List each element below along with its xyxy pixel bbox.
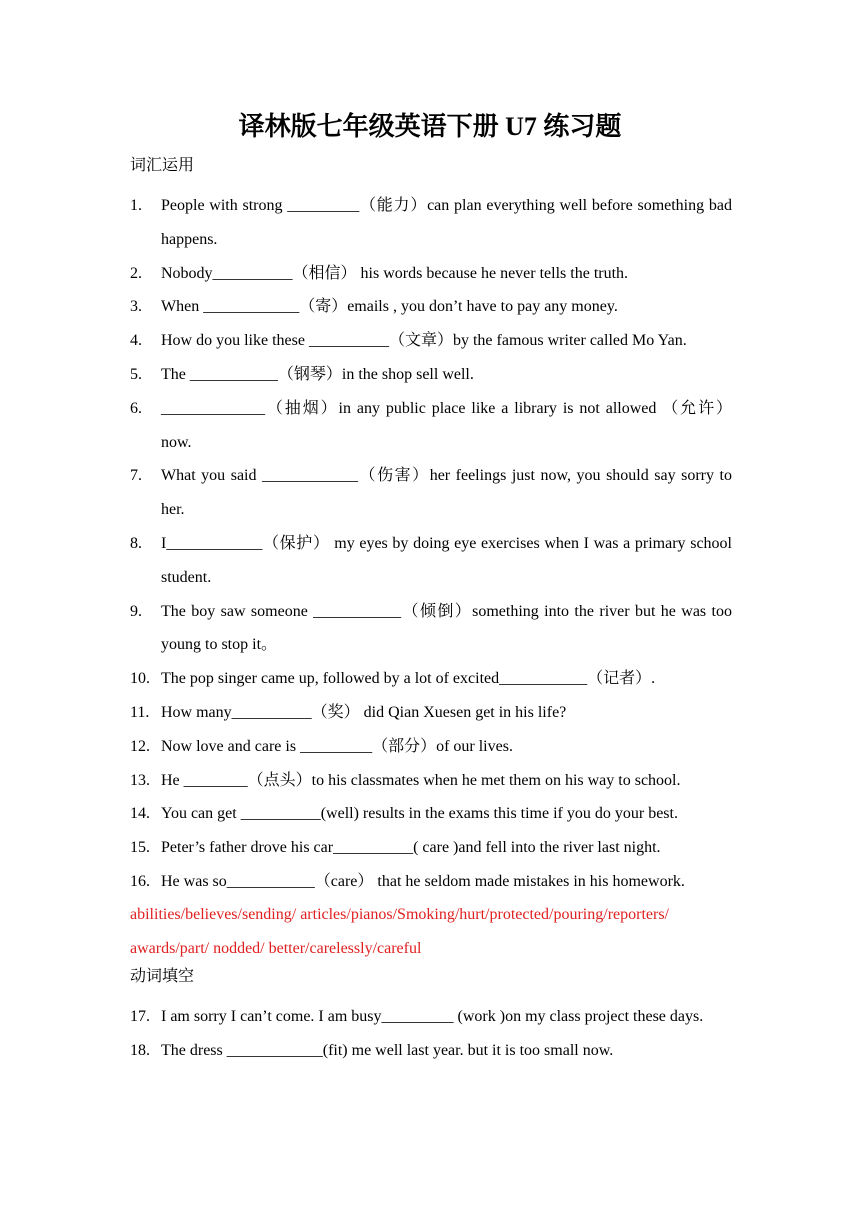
question-text: People with strong _________（能力）can plan everything well before something bad happens. xyxy=(161,197,732,248)
question-text: Nobody__________（相信） his words because he never tells the truth. xyxy=(161,264,629,282)
question-text: Now love and care is _________（部分）of our lives. xyxy=(161,737,513,755)
question-item xyxy=(130,865,732,899)
question-item xyxy=(130,527,732,595)
question-item xyxy=(130,595,732,663)
question-item xyxy=(130,189,732,257)
question-text: Peter’s father drove his car__________( care )and fell into the river last night. xyxy=(161,839,661,857)
question-number: 11. xyxy=(130,703,150,721)
question-number: 2. xyxy=(130,264,142,282)
answer-key: abilities/believes/sending/ articles/pianos/Smoking/hurt/protected/pouring/reporters/ awards/part/ nodded/ better/carelessly/careful xyxy=(130,906,669,957)
question-number: 3. xyxy=(130,298,142,316)
question-text: I am sorry I can’t come. I am busy_________ (work )on my class project these days. xyxy=(161,1008,704,1025)
question-number: 17. xyxy=(130,1008,150,1025)
question-number: 10. xyxy=(130,670,150,688)
question-text: _____________（抽烟）in any public place like a library is not allowed （允许） now. xyxy=(161,399,732,451)
question-text: The pop singer came up, followed by a lot of excited___________（记者）. xyxy=(161,670,656,688)
question-number: 16. xyxy=(130,872,150,890)
question-number: 15. xyxy=(130,839,150,857)
section-heading-verb-fill: 动词填空 xyxy=(130,968,195,985)
question-text: How do you like these __________（文章）by the famous writer called Mo Yan. xyxy=(161,332,687,350)
question-number: 6. xyxy=(130,399,142,417)
question-item xyxy=(130,459,732,527)
question-item xyxy=(130,662,732,696)
question-text: He was so___________（care） that he seldom made mistakes in his homework. xyxy=(161,872,685,890)
question-text: How many__________（奖） did Qian Xuesen get in his life? xyxy=(161,703,567,721)
question-number: 13. xyxy=(130,771,150,789)
question-number: 12. xyxy=(130,737,150,755)
question-item xyxy=(130,831,732,865)
question-item xyxy=(130,696,732,730)
question-item xyxy=(130,1000,732,1034)
question-number: 9. xyxy=(130,602,142,620)
question-item xyxy=(130,730,732,764)
question-text: You can get __________(well) results in the exams this time if you do your best. xyxy=(161,805,678,823)
question-item xyxy=(130,358,732,392)
question-number: 5. xyxy=(130,365,142,383)
question-number: 14. xyxy=(130,805,150,823)
question-item xyxy=(130,764,732,798)
question-text: When ____________（寄）emails , you don’t have to pay any money. xyxy=(161,298,618,316)
question-item xyxy=(130,290,732,324)
question-number: 1. xyxy=(130,197,142,214)
question-number: 7. xyxy=(130,467,142,485)
verb-question-list xyxy=(130,1000,732,1068)
question-item xyxy=(130,1034,732,1068)
question-number: 4. xyxy=(130,332,142,350)
question-number: 8. xyxy=(130,534,142,552)
page-title: 译林版七年级英语下册 U7 练习题 xyxy=(238,112,622,141)
question-number: 18. xyxy=(130,1041,150,1059)
question-text: The boy saw someone ___________（倾倒）something into the river but he was too young to stop it。 xyxy=(161,602,732,654)
question-text: What you said ____________（伤害）her feelings just now, you should say sorry to her. xyxy=(161,467,732,519)
question-item xyxy=(130,257,732,291)
vocabulary-question-list xyxy=(130,189,732,899)
question-item xyxy=(130,797,732,831)
question-text: I____________（保护） my eyes by doing eye exercises when I was a primary school student. xyxy=(161,534,732,586)
question-text: The dress ____________(fit) me well last year. but it is too small now. xyxy=(161,1041,614,1059)
question-text: He ________（点头）to his classmates when he met them on his way to school. xyxy=(161,771,681,789)
section-heading-vocabulary: 词汇运用 xyxy=(130,157,195,174)
question-item xyxy=(130,324,732,358)
question-item xyxy=(130,392,732,460)
question-text: The ___________（钢琴）in the shop sell well. xyxy=(161,365,474,383)
